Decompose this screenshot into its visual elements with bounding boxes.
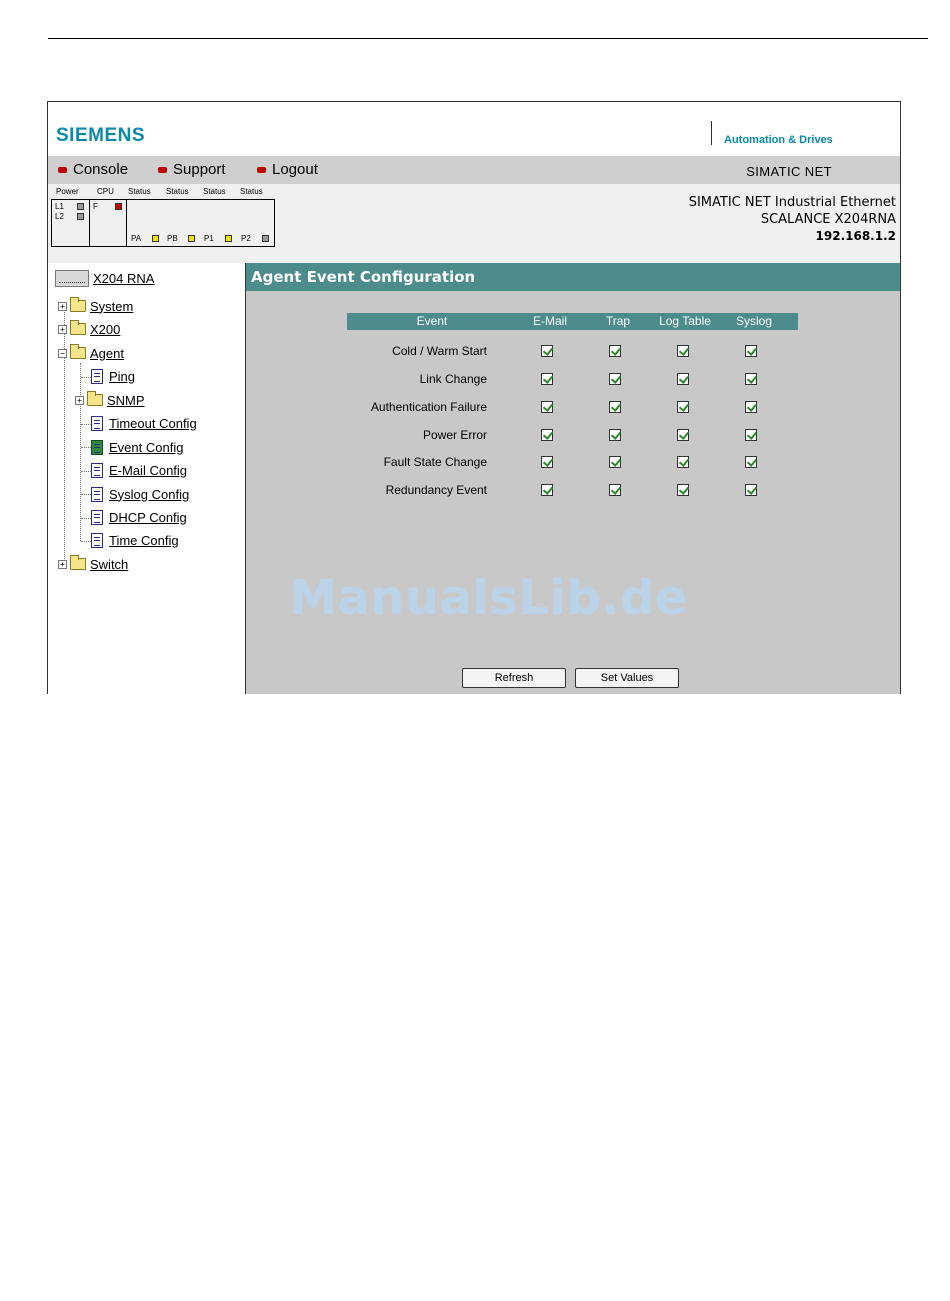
led-header-status: Status [203, 187, 226, 196]
switch-device-icon [55, 270, 89, 287]
tree-item-dhcp-config-label: DHCP Config [109, 509, 187, 525]
checkbox-syslog[interactable] [745, 484, 757, 496]
tree-item-snmp[interactable] [75, 391, 145, 409]
document-icon [91, 463, 103, 478]
led-header-status: Status [166, 187, 189, 196]
device-info [689, 194, 896, 245]
tree-item-snmp-label: SNMP [107, 392, 145, 408]
document-icon [91, 369, 103, 384]
tree-item-event-config-label: Event Config [109, 439, 184, 455]
tree-item-x200[interactable] [58, 320, 120, 338]
menu-console[interactable] [58, 161, 128, 178]
expand-plus-icon[interactable]: + [58, 560, 67, 569]
tree-item-syslog-config-label: Syslog Config [109, 486, 190, 502]
led-header-cpu: CPU [97, 187, 114, 196]
menu-support[interactable] [158, 161, 226, 178]
tree-item-email-config[interactable] [91, 461, 187, 479]
tree-item-ping[interactable] [91, 367, 135, 385]
checkbox-syslog[interactable] [745, 345, 757, 357]
tree-item-root-label: X204 RNA [93, 270, 155, 286]
tree-item-switch[interactable] [58, 555, 128, 573]
red-dot-icon [257, 167, 266, 173]
tree-item-root[interactable] [55, 269, 154, 287]
folder-icon [87, 394, 103, 406]
banner [48, 102, 900, 156]
checkbox-email[interactable] [541, 484, 553, 496]
led-header-status: Status [128, 187, 151, 196]
checkbox-trap[interactable] [609, 456, 621, 468]
navigation-tree [48, 263, 246, 694]
menu-logout[interactable] [257, 161, 318, 178]
checkbox-trap[interactable] [609, 345, 621, 357]
tree-item-x200-label: X200 [90, 321, 121, 337]
event-label: Authentication Failure [370, 400, 487, 414]
refresh-button[interactable]: Refresh [462, 668, 566, 688]
led-f [115, 203, 122, 210]
automation-drives-tagline: Automation & Drives [724, 134, 833, 146]
tree-connector [81, 541, 91, 542]
menu-support-label: Support [173, 161, 226, 178]
checkbox-log-table[interactable] [677, 401, 689, 413]
tree-connector [81, 377, 91, 378]
checkbox-email[interactable] [541, 429, 553, 441]
document-icon [91, 533, 103, 548]
checkbox-syslog[interactable] [745, 429, 757, 441]
tree-item-time-config-label: Time Config [109, 532, 179, 548]
document-icon [91, 487, 103, 502]
menu-bar [48, 156, 900, 184]
page-title: Agent Event Configuration [246, 263, 900, 291]
led-label-pa: PA [131, 234, 142, 243]
tree-connector [81, 447, 91, 448]
event-label: Power Error [422, 428, 487, 442]
tree-item-email-config-label: E-Mail Config [109, 462, 188, 478]
device-ip: 192.168.1.2 [815, 229, 896, 243]
folder-icon [70, 323, 86, 335]
event-label: Redundancy Event [385, 483, 487, 497]
column-header-log-table: Log Table [659, 314, 711, 328]
event-label: Fault State Change [383, 455, 487, 469]
siemens-logo: SIEMENS [56, 125, 146, 146]
checkbox-syslog[interactable] [745, 401, 757, 413]
event-table-header [347, 313, 798, 330]
device-status-area [48, 184, 900, 263]
checkbox-log-table[interactable] [677, 456, 689, 468]
tree-connector [81, 494, 91, 495]
checkbox-log-table[interactable] [677, 429, 689, 441]
tree-item-dhcp-config[interactable] [91, 508, 187, 526]
checkbox-email[interactable] [541, 401, 553, 413]
page-top-rule [48, 38, 928, 39]
led-header-power: Power [56, 187, 79, 196]
folder-icon [70, 300, 86, 312]
tree-connector [81, 471, 91, 472]
tree-item-ping-label: Ping [109, 368, 136, 384]
checkbox-trap[interactable] [609, 373, 621, 385]
tree-item-agent-label: Agent [90, 345, 124, 361]
tree-item-switch-label: Switch [90, 556, 129, 572]
red-dot-icon [158, 167, 167, 173]
expand-plus-icon[interactable]: + [58, 302, 67, 311]
led-label-pb: PB [167, 234, 178, 243]
simatic-net-brand: SIMATIC NET [746, 164, 832, 179]
led-panel [51, 199, 275, 247]
menu-console-label: Console [73, 161, 129, 178]
event-label: Cold / Warm Start [392, 344, 487, 358]
led-label-p1: P1 [204, 234, 214, 243]
led-l2 [77, 213, 84, 220]
tree-item-system-label: System [90, 298, 134, 314]
column-header-syslog: Syslog [735, 314, 773, 328]
column-header-email: E-Mail [532, 314, 567, 328]
watermark: ManualsLib.de [289, 570, 688, 626]
checkbox-syslog[interactable] [745, 373, 757, 385]
folder-icon [70, 558, 86, 570]
led-p2 [262, 235, 269, 242]
tree-item-timeout-config[interactable] [91, 414, 197, 432]
checkbox-syslog[interactable] [745, 456, 757, 468]
checkbox-trap[interactable] [609, 484, 621, 496]
checkbox-log-table[interactable] [677, 373, 689, 385]
checkbox-email[interactable] [541, 373, 553, 385]
led-pa [152, 235, 159, 242]
led-pb [188, 235, 195, 242]
tree-connector [81, 424, 91, 425]
checkbox-log-table[interactable] [677, 484, 689, 496]
led-label-l1: L1 [55, 202, 64, 211]
led-panel-divider [126, 200, 127, 246]
tree-connector [80, 363, 81, 541]
device-info-line1: SIMATIC NET Industrial Ethernet [688, 195, 896, 210]
banner-separator [711, 121, 712, 145]
column-header-event: Event [416, 314, 448, 328]
led-l1 [77, 203, 84, 210]
collapse-minus-icon[interactable]: − [58, 349, 67, 358]
led-label-f: F [93, 202, 98, 211]
tree-item-time-config[interactable] [91, 531, 179, 549]
tree-item-system[interactable] [58, 297, 133, 315]
led-p1 [225, 235, 232, 242]
active-document-icon [91, 440, 103, 455]
checkbox-email[interactable] [541, 345, 553, 357]
checkbox-log-table[interactable] [677, 345, 689, 357]
set-values-button[interactable]: Set Values [575, 668, 679, 688]
led-label-p2: P2 [241, 234, 251, 243]
device-info-line2: SCALANCE X204RNA [760, 212, 896, 227]
red-dot-icon [58, 167, 67, 173]
main-panel [246, 263, 900, 694]
tree-item-agent[interactable] [58, 344, 124, 362]
document-icon [91, 416, 103, 431]
checkbox-email[interactable] [541, 456, 553, 468]
event-label: Link Change [419, 372, 487, 386]
expand-plus-icon[interactable]: + [58, 325, 67, 334]
tree-item-event-config[interactable] [91, 438, 183, 456]
checkbox-trap[interactable] [609, 401, 621, 413]
menu-logout-label: Logout [272, 161, 318, 178]
led-header-status: Status [240, 187, 263, 196]
expand-plus-icon[interactable]: + [75, 396, 84, 405]
checkbox-trap[interactable] [609, 429, 621, 441]
open-folder-icon [70, 347, 86, 359]
document-icon [91, 510, 103, 525]
tree-item-syslog-config[interactable] [91, 485, 189, 503]
led-panel-divider [89, 200, 90, 246]
tree-item-timeout-config-label: Timeout Config [109, 415, 197, 431]
led-label-l2: L2 [55, 212, 64, 221]
tree-connector [81, 518, 91, 519]
column-header-trap: Trap [605, 314, 631, 328]
